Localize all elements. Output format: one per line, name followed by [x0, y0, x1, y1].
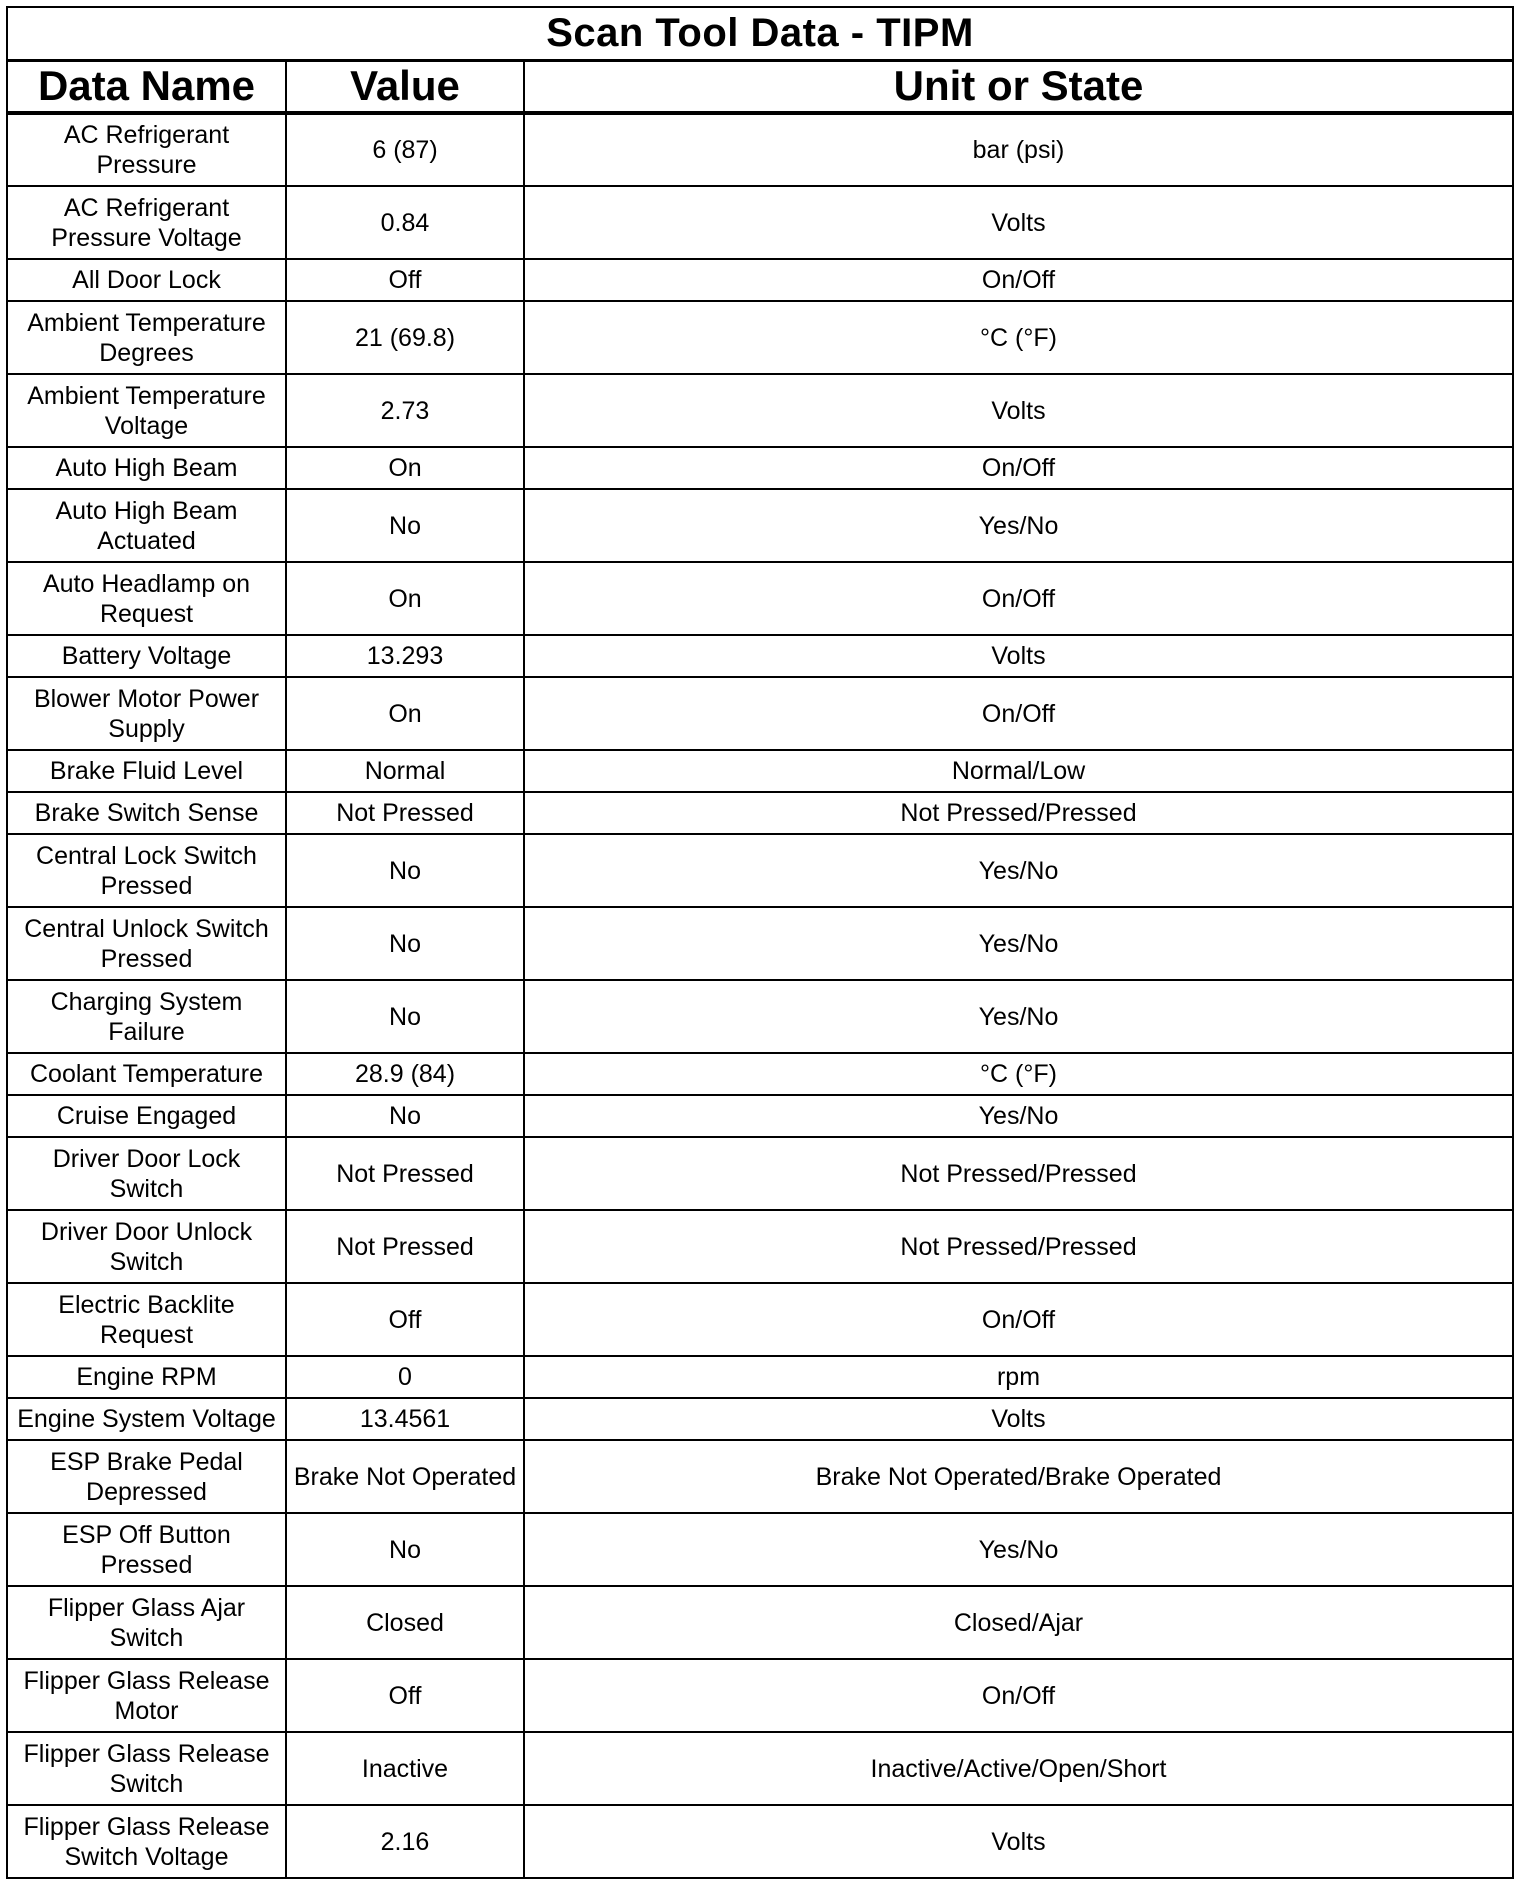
- data-name-cell: Brake Fluid Level: [7, 750, 286, 792]
- unit-cell: Normal/Low: [524, 750, 1513, 792]
- unit-cell: Not Pressed/Pressed: [524, 1210, 1513, 1283]
- unit-cell: Brake Not Operated/Brake Operated: [524, 1440, 1513, 1513]
- data-name-cell: AC Refrigerant Pressure Voltage: [7, 186, 286, 259]
- value-cell: Not Pressed: [286, 1210, 524, 1283]
- data-name-cell: ESP Off Button Pressed: [7, 1513, 286, 1586]
- value-cell: 28.9 (84): [286, 1053, 524, 1095]
- table-row: [7, 635, 1513, 677]
- unit-cell: On/Off: [524, 562, 1513, 635]
- data-name-cell: ESP Brake Pedal Depressed: [7, 1440, 286, 1513]
- unit-cell: Volts: [524, 374, 1513, 447]
- value-cell: No: [286, 980, 524, 1053]
- value-cell: 2.16: [286, 1805, 524, 1878]
- value-cell: Not Pressed: [286, 792, 524, 834]
- table-row: [7, 186, 1513, 259]
- unit-cell: Not Pressed/Pressed: [524, 1137, 1513, 1210]
- data-name-cell: Flipper Glass Release Switch Voltage: [7, 1805, 286, 1878]
- table-row: [7, 1398, 1513, 1440]
- value-cell: No: [286, 1095, 524, 1137]
- data-name-cell: Engine System Voltage: [7, 1398, 286, 1440]
- unit-cell: Volts: [524, 186, 1513, 259]
- data-name-cell: Auto High Beam: [7, 447, 286, 489]
- unit-cell: On/Off: [524, 259, 1513, 301]
- scan-tool-sheet: [6, 6, 1512, 1879]
- value-cell: No: [286, 834, 524, 907]
- column-header-value: Value: [286, 60, 524, 113]
- column-header-unit: Unit or State: [524, 60, 1513, 113]
- data-name-cell: Flipper Glass Release Switch: [7, 1732, 286, 1805]
- column-header-data-name: Data Name: [7, 60, 286, 113]
- value-cell: No: [286, 489, 524, 562]
- table-row: [7, 750, 1513, 792]
- value-cell: 6 (87): [286, 113, 524, 186]
- table-row: [7, 1440, 1513, 1513]
- unit-cell: rpm: [524, 1356, 1513, 1398]
- value-cell: 2.73: [286, 374, 524, 447]
- table-body: [7, 113, 1513, 1878]
- value-cell: Off: [286, 259, 524, 301]
- value-cell: Not Pressed: [286, 1137, 524, 1210]
- unit-cell: On/Off: [524, 677, 1513, 750]
- value-cell: On: [286, 562, 524, 635]
- table-row: [7, 834, 1513, 907]
- data-name-cell: Flipper Glass Ajar Switch: [7, 1586, 286, 1659]
- unit-cell: On/Off: [524, 1283, 1513, 1356]
- value-cell: Inactive: [286, 1732, 524, 1805]
- value-cell: Closed: [286, 1586, 524, 1659]
- data-name-cell: Auto Headlamp on Request: [7, 562, 286, 635]
- table-row: [7, 1659, 1513, 1732]
- unit-cell: Volts: [524, 1398, 1513, 1440]
- unit-cell: Yes/No: [524, 489, 1513, 562]
- data-name-cell: Engine RPM: [7, 1356, 286, 1398]
- unit-cell: Yes/No: [524, 980, 1513, 1053]
- table-row: [7, 301, 1513, 374]
- data-name-cell: Brake Switch Sense: [7, 792, 286, 834]
- value-cell: 13.4561: [286, 1398, 524, 1440]
- data-name-cell: Ambient Temperature Voltage: [7, 374, 286, 447]
- unit-cell: On/Off: [524, 1659, 1513, 1732]
- data-name-cell: Coolant Temperature: [7, 1053, 286, 1095]
- data-name-cell: Flipper Glass Release Motor: [7, 1659, 286, 1732]
- table-title: Scan Tool Data - TIPM: [7, 7, 1513, 60]
- value-cell: 13.293: [286, 635, 524, 677]
- table-row: [7, 1513, 1513, 1586]
- table-row: [7, 489, 1513, 562]
- table-row: [7, 1053, 1513, 1095]
- table-row: [7, 1586, 1513, 1659]
- data-name-cell: Battery Voltage: [7, 635, 286, 677]
- value-cell: Off: [286, 1283, 524, 1356]
- unit-cell: Not Pressed/Pressed: [524, 792, 1513, 834]
- table-row: [7, 907, 1513, 980]
- value-cell: No: [286, 907, 524, 980]
- unit-cell: Yes/No: [524, 834, 1513, 907]
- value-cell: Normal: [286, 750, 524, 792]
- value-cell: Brake Not Operated: [286, 1440, 524, 1513]
- value-cell: 0: [286, 1356, 524, 1398]
- table-row: [7, 1356, 1513, 1398]
- unit-cell: Volts: [524, 635, 1513, 677]
- unit-cell: °C (°F): [524, 301, 1513, 374]
- table-row: [7, 1732, 1513, 1805]
- table-row: [7, 113, 1513, 186]
- unit-cell: Volts: [524, 1805, 1513, 1878]
- data-name-cell: Driver Door Lock Switch: [7, 1137, 286, 1210]
- unit-cell: bar (psi): [524, 113, 1513, 186]
- table-row: [7, 1283, 1513, 1356]
- table-row: [7, 1805, 1513, 1878]
- scan-tool-table: [6, 6, 1514, 1879]
- data-name-cell: Driver Door Unlock Switch: [7, 1210, 286, 1283]
- unit-cell: Inactive/Active/Open/Short: [524, 1732, 1513, 1805]
- value-cell: On: [286, 447, 524, 489]
- table-row: [7, 1095, 1513, 1137]
- data-name-cell: Central Lock Switch Pressed: [7, 834, 286, 907]
- data-name-cell: Charging System Failure: [7, 980, 286, 1053]
- unit-cell: Closed/Ajar: [524, 1586, 1513, 1659]
- data-name-cell: Blower Motor Power Supply: [7, 677, 286, 750]
- data-name-cell: Ambient Temperature Degrees: [7, 301, 286, 374]
- table-row: [7, 1137, 1513, 1210]
- value-cell: 0.84: [286, 186, 524, 259]
- table-row: [7, 374, 1513, 447]
- table-row: [7, 1210, 1513, 1283]
- unit-cell: Yes/No: [524, 1095, 1513, 1137]
- unit-cell: Yes/No: [524, 907, 1513, 980]
- value-cell: 21 (69.8): [286, 301, 524, 374]
- unit-cell: On/Off: [524, 447, 1513, 489]
- data-name-cell: Central Unlock Switch Pressed: [7, 907, 286, 980]
- data-name-cell: AC Refrigerant Pressure: [7, 113, 286, 186]
- data-name-cell: All Door Lock: [7, 259, 286, 301]
- value-cell: Off: [286, 1659, 524, 1732]
- table-row: [7, 792, 1513, 834]
- table-row: [7, 259, 1513, 301]
- table-row: [7, 980, 1513, 1053]
- value-cell: On: [286, 677, 524, 750]
- data-name-cell: Cruise Engaged: [7, 1095, 286, 1137]
- unit-cell: °C (°F): [524, 1053, 1513, 1095]
- table-row: [7, 677, 1513, 750]
- data-name-cell: Electric Backlite Request: [7, 1283, 286, 1356]
- table-row: [7, 447, 1513, 489]
- table-row: [7, 562, 1513, 635]
- data-name-cell: Auto High Beam Actuated: [7, 489, 286, 562]
- value-cell: No: [286, 1513, 524, 1586]
- unit-cell: Yes/No: [524, 1513, 1513, 1586]
